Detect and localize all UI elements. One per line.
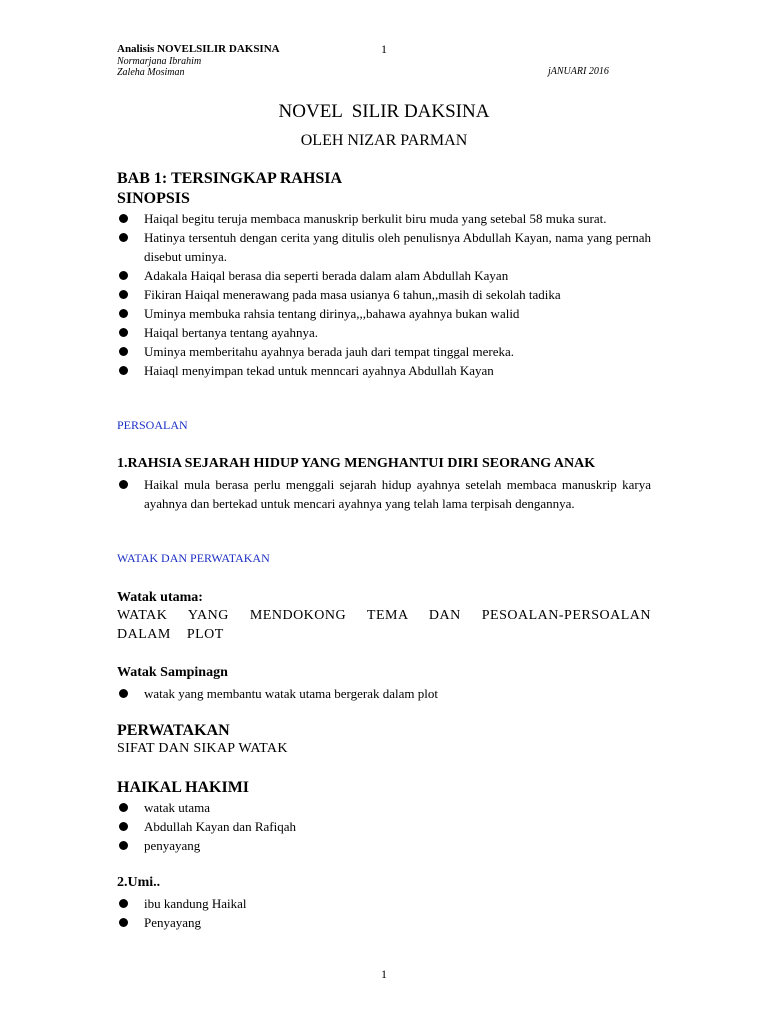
bullet-icon <box>119 899 128 908</box>
watak-utama-label: Watak utama: <box>117 590 203 605</box>
watak-sampingan-list <box>117 684 651 703</box>
list-item: Hatinya tersentuh dengan cerita yang ditulis oleh penulisnya Abdullah Kayan, nama yang pernah disebut uminya. <box>117 228 651 266</box>
watak-utama-definition-line2: DALAM PLOT <box>117 627 224 642</box>
umi-heading: 2.Umi.. <box>117 875 161 890</box>
persoalan-1-title: 1.RAHSIA SEJARAH HIDUP YANG MENGHANTUI DIRI SEORANG ANAK <box>117 456 596 471</box>
list-item: Haiqal begitu teruja membaca manuskrip berkulit biru muda yang setebal 58 muka surat. <box>117 209 651 228</box>
header-author-1: Normarjana Ibrahim <box>117 56 202 67</box>
watak-utama-definition-line1: WATAK YANG MENDOKONG TEMA DAN PESOALAN-PERSOALAN <box>117 608 651 623</box>
list-item: Adakala Haiqal berasa dia seperti berada dalam alam Abdullah Kayan <box>117 266 651 285</box>
list-item: Uminya memberitahu ayahnya berada jauh dari tempat tinggal mereka. <box>117 342 651 361</box>
haikal-list <box>117 798 651 855</box>
umi-list <box>117 894 651 932</box>
bullet-icon <box>119 347 128 356</box>
document-subtitle: OLEH NIZAR PARMAN <box>300 132 468 149</box>
perwatakan-heading: PERWATAKAN <box>117 722 230 739</box>
document-title: NOVEL SILIR DAKSINA <box>278 101 490 122</box>
bullet-icon <box>119 480 128 489</box>
header-author-2: Zaleha Mosiman <box>117 67 185 78</box>
sinopsis-heading: SINOPSIS <box>117 190 190 207</box>
header-page-number: 1 <box>381 42 387 56</box>
bullet-icon <box>119 309 128 318</box>
bullet-icon <box>119 841 128 850</box>
bullet-icon <box>119 689 128 698</box>
list-item: Haiaql menyimpan tekad untuk menncari ayahnya Abdullah Kayan <box>117 361 651 380</box>
footer-page-number: 1 <box>381 967 387 981</box>
bullet-icon <box>119 214 128 223</box>
haikal-heading: HAIKAL HAKIMI <box>117 779 250 796</box>
bullet-icon <box>119 803 128 812</box>
list-item: Haiqal bertanya tentang ayahnya. <box>117 323 651 342</box>
sinopsis-list <box>117 209 651 380</box>
chapter-heading: BAB 1: TERSINGKAP RAHSIA <box>117 170 343 187</box>
persoalan-1-list <box>117 475 651 513</box>
list-item: Haikal mula berasa perlu menggali sejarah hidup ayahnya setelah membaca manuskrip karya ayahnya dan bertekad untuk mencari ayahnya yang telah lama terpisah dengannya. <box>117 475 651 513</box>
list-item: watak utama <box>117 798 651 817</box>
watak-heading: WATAK DAN PERWATAKAN <box>117 551 270 565</box>
list-item: penyayang <box>117 836 651 855</box>
bullet-icon <box>119 822 128 831</box>
header-document-title: Analisis NOVELSILIR DAKSINA <box>117 43 280 55</box>
list-item: Penyayang <box>117 913 651 932</box>
bullet-icon <box>119 290 128 299</box>
bullet-icon <box>119 366 128 375</box>
list-item: Abdullah Kayan dan Rafiqah <box>117 817 651 836</box>
list-item: ibu kandung Haikal <box>117 894 651 913</box>
bullet-icon <box>119 328 128 337</box>
persoalan-heading: PERSOALAN <box>117 418 188 432</box>
perwatakan-description: SIFAT DAN SIKAP WATAK <box>117 741 288 756</box>
list-item: Fikiran Haiqal menerawang pada masa usianya 6 tahun,,masih di sekolah tadika <box>117 285 651 304</box>
bullet-icon <box>119 271 128 280</box>
header-date: jANUARI 2016 <box>548 66 609 77</box>
watak-sampingan-label: Watak Sampinagn <box>117 665 228 680</box>
list-item: Uminya membuka rahsia tentang dirinya,,,bahawa ayahnya bukan walid <box>117 304 651 323</box>
bullet-icon <box>119 918 128 927</box>
list-item: watak yang membantu watak utama bergerak dalam plot <box>117 684 651 703</box>
bullet-icon <box>119 233 128 242</box>
